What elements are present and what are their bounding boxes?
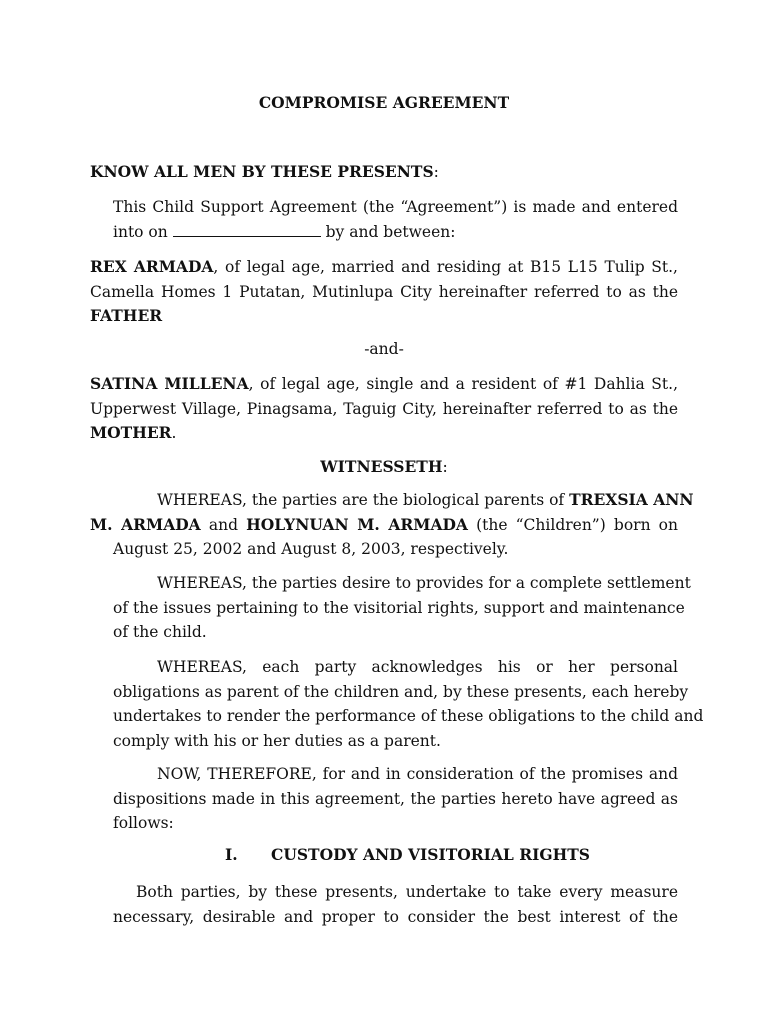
now-therefore-line-1: NOW, THEREFORE, for and in consideration of the promises and bbox=[157, 765, 678, 783]
know-all-men-line bbox=[90, 160, 678, 185]
intro-line-2 bbox=[113, 220, 701, 245]
know-all-men-heading: KNOW ALL MEN BY THESE PRESENTS bbox=[90, 162, 434, 181]
mother-name: SATINA MILLENA bbox=[90, 374, 249, 393]
father-role: FATHER bbox=[90, 306, 163, 325]
father-line-1 bbox=[90, 255, 678, 280]
father-line-2: Camella Homes 1 Putatan, Mutinlupa City hereinafter referred to as the bbox=[90, 282, 678, 301]
father-name: REX ARMADA bbox=[90, 257, 214, 276]
whereas2-line-1: WHEREAS, the parties desire to provides for a complete settlement bbox=[157, 574, 691, 592]
whereas3-line-1: WHEREAS, each party acknowledges his or her personal bbox=[157, 658, 678, 676]
date-blank bbox=[173, 222, 321, 237]
mother-role: MOTHER bbox=[90, 423, 172, 442]
whereas2-line-2: of the issues pertaining to the visitorial rights, support and maintenance bbox=[113, 598, 685, 617]
now-therefore-line-3: follows: bbox=[113, 814, 174, 832]
intro-into-on: into on bbox=[113, 223, 168, 241]
and-separator: -and- bbox=[364, 340, 404, 358]
section1-number: I. bbox=[225, 845, 238, 864]
whereas1-line-3: August 25, 2002 and August 8, 2003, respectively. bbox=[113, 540, 509, 558]
mother-details-1: , of legal age, single and a resident of #1 Dahlia St., bbox=[248, 375, 678, 393]
mother-period: . bbox=[171, 424, 177, 442]
witnesseth-heading-line bbox=[0, 455, 768, 480]
father-details-1: , of legal age, married and residing at B15 L15 Tulip St., bbox=[213, 258, 678, 276]
section1-heading: CUSTODY AND VISITORIAL RIGHTS bbox=[271, 845, 590, 864]
mother-line-1 bbox=[90, 372, 678, 397]
whereas1-line-1 bbox=[157, 488, 694, 513]
section1-line-1: Both parties, by these presents, undertake to take every measure bbox=[136, 883, 678, 901]
whereas3-line-3: undertakes to render the performance of these obligations to the child and bbox=[113, 707, 704, 725]
whereas1-text-2: (the “Children”) born on bbox=[467, 515, 678, 534]
witnesseth-colon: : bbox=[442, 458, 448, 476]
section1-line-2: necessary, desirable and proper to consider the best interest of the bbox=[113, 907, 678, 926]
mother-line-3 bbox=[90, 421, 678, 446]
whereas1-and: and bbox=[200, 515, 247, 534]
whereas1-line-2 bbox=[90, 513, 678, 538]
child1-name-part1: TREXSIA ANN bbox=[569, 490, 694, 509]
mother-line-2: Upperwest Village, Pinagsama, Taguig City, hereinafter referred to as the bbox=[90, 399, 678, 418]
now-therefore-line-2: dispositions made in this agreement, the parties hereto have agreed as bbox=[113, 789, 678, 808]
intro-by-and-between: by and between: bbox=[325, 223, 456, 241]
witnesseth-heading: WITNESSETH bbox=[320, 457, 443, 476]
know-all-colon: : bbox=[433, 163, 439, 181]
child1-name-part2: M. ARMADA bbox=[90, 514, 201, 534]
whereas3-line-2: obligations as parent of the children and, by these presents, each hereby bbox=[113, 682, 689, 701]
document-title: COMPROMISE AGREEMENT bbox=[258, 93, 510, 112]
whereas1-text-1: WHEREAS, the parties are the biological parents of bbox=[157, 491, 570, 509]
whereas3-line-4: comply with his or her duties as a parent. bbox=[113, 731, 441, 750]
child2-name: HOLYNUAN M. ARMADA bbox=[246, 514, 468, 534]
whereas2-line-3: of the child. bbox=[113, 623, 207, 641]
intro-line-1: This Child Support Agreement (the “Agreement”) is made and entered bbox=[113, 198, 678, 216]
